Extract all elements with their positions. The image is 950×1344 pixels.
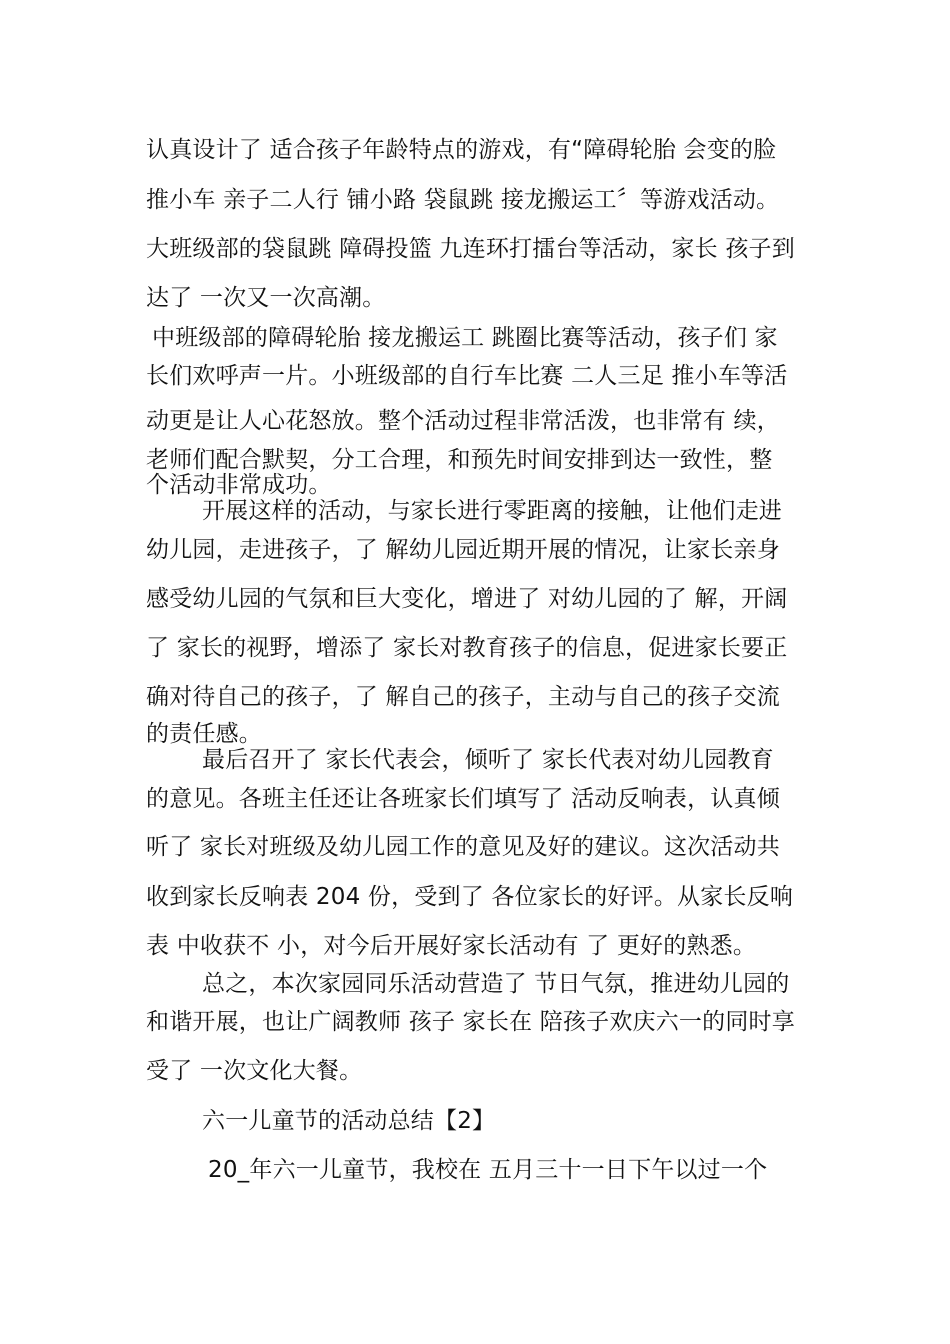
- text-line: 受了 一次文化大餐。: [146, 1058, 363, 1084]
- text-line: 收到家长反响表 204 份，受到了 各位家长的好评。从家长反响: [146, 884, 794, 910]
- text-line: 了 家长的视野，增添了 家长对教育孩子的信息，促进家长要正: [146, 635, 788, 661]
- text-line: 感受幼儿园的气氛和巨大变化，增进了 对幼儿园的了 解，开阔: [146, 586, 788, 612]
- text-line: 推小车 亲子二人行 铺小路 袋鼠跳 接龙搬运工〞等游戏活动。: [146, 187, 780, 213]
- text-line: 中班级部的障碍轮胎 接龙搬运工 跳圈比赛等活动，孩子们 家: [152, 325, 778, 351]
- text-line: 听了 家长对班级及幼儿园工作的意见及好的建议。这次活动共: [146, 834, 780, 860]
- text-line: 最后召开了 家长代表会，倾听了 家长代表对幼儿园教育: [202, 747, 774, 773]
- text-line: 认真设计了 适合孩子年龄特点的游戏，有“障碍轮胎 会变的脸: [146, 137, 777, 163]
- text-line: 开展这样的活动，与家长进行零距离的接触，让他们走进: [202, 498, 782, 524]
- text-line: 动更是让人心花怒放。整个活动过程非常活泼，也非常有 续，: [146, 408, 780, 434]
- text-line: 大班级部的袋鼠跳 障碍投篮 九连环打擂台等活动，家长 孩子到: [146, 236, 795, 262]
- text-line: 达了 一次又一次高潮。: [146, 285, 386, 311]
- section-heading: 六一儿童节的活动总结【2】: [202, 1108, 496, 1134]
- text-line: 的意见。各班主任还让各班家长们填写了 活动反响表，认真倾: [146, 786, 780, 812]
- text-line: 20_年六一儿童节，我校在 五月三十一日下午以过一个: [208, 1157, 768, 1183]
- text-line: 老师们配合默契，分工合理，和预先时间安排到达一致性，整: [146, 447, 773, 473]
- text-line: 和谐开展，也让广阔教师 孩子 家长在 陪孩子欢庆六一的同时享: [146, 1009, 795, 1035]
- text-line: 表 中收获不 小，对今后开展好家长活动有 了 更好的熟悉。: [146, 933, 757, 959]
- text-line: 个活动非常成功。: [146, 472, 332, 498]
- text-line: 的责任感。: [146, 721, 262, 747]
- text-line: 确对待自己的孩子，了 解自己的孩子，主动与自己的孩子交流: [146, 684, 780, 710]
- text-line: 幼儿园，走进孩子，了 解幼儿园近期开展的情况，让家长亲身: [146, 537, 780, 563]
- text-line: 总之，本次家园同乐活动营造了 节日气氛，推进幼儿园的: [202, 971, 790, 997]
- text-line: 长们欢呼声一片。小班级部的自行车比赛 二人三足 推小车等活: [146, 363, 788, 389]
